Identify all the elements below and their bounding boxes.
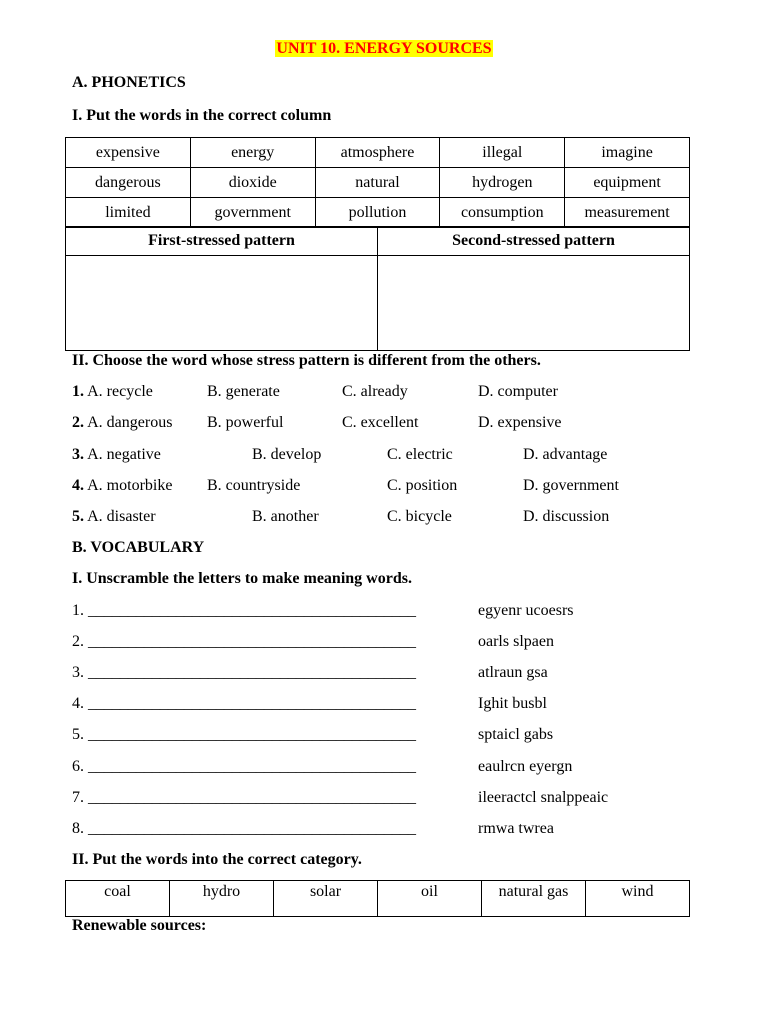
vocabulary-part2-heading: II. Put the words into the correct category.: [72, 851, 362, 868]
option-b[interactable]: B. develop: [252, 446, 322, 463]
second-stressed-answer-cell[interactable]: [378, 256, 690, 351]
scrambled-word-6: eaulrcn eyergn: [478, 758, 573, 775]
word-cell: dioxide: [190, 168, 315, 198]
option-c[interactable]: C. excellent: [342, 414, 419, 431]
table-row: [66, 168, 690, 198]
option-c[interactable]: C. position: [387, 477, 458, 494]
word-cell: equipment: [565, 168, 690, 198]
word-cell: consumption: [440, 198, 565, 228]
phonetics-part1-heading: I. Put the words in the correct column: [72, 107, 332, 124]
word-cell: oil: [378, 881, 482, 917]
scrambled-word-5: sptaicl gabs: [478, 726, 554, 743]
answer-blank-6[interactable]: 6. _________________________________________: [72, 758, 416, 775]
question-number: 3.: [72, 446, 84, 463]
option-b[interactable]: B. powerful: [207, 414, 284, 431]
scrambled-word-3: atlraun gsa: [478, 664, 548, 681]
stress-pattern-table: [65, 226, 690, 351]
word-cell: hydrogen: [440, 168, 565, 198]
scrambled-word-1: egyenr ucoesrs: [478, 602, 574, 619]
word-table: [65, 137, 690, 228]
word-cell: measurement: [565, 198, 690, 228]
page-title: [0, 39, 768, 59]
word-cell: wind: [586, 881, 690, 917]
option-a[interactable]: A. recycle: [87, 383, 153, 400]
answer-blank-3[interactable]: 3. _________________________________________: [72, 664, 416, 681]
question-number: 5.: [72, 508, 84, 525]
word-cell: energy: [190, 138, 315, 168]
vocabulary-part1-heading: I. Unscramble the letters to make meaning words.: [72, 570, 412, 587]
word-cell: imagine: [565, 138, 690, 168]
word-cell: pollution: [315, 198, 440, 228]
answer-blank-1[interactable]: 1. _________________________________________: [72, 602, 416, 619]
question-4: [72, 476, 172, 496]
option-b[interactable]: B. another: [252, 508, 319, 525]
option-d[interactable]: D. discussion: [523, 508, 610, 525]
first-stressed-answer-cell[interactable]: [66, 256, 378, 351]
option-d[interactable]: D. computer: [478, 383, 558, 400]
answer-blank-8[interactable]: 8. _________________________________________: [72, 820, 416, 837]
word-cell: atmosphere: [315, 138, 440, 168]
question-5: [72, 507, 156, 527]
scrambled-word-4: Ighit busbl: [478, 695, 547, 712]
energy-word-table: [65, 880, 690, 917]
section-a-heading: A. PHONETICS: [72, 74, 186, 91]
phonetics-part2-heading: II. Choose the word whose stress pattern is different from the others.: [72, 352, 541, 369]
word-cell: hydro: [170, 881, 274, 917]
option-a[interactable]: A. motorbike: [87, 477, 173, 494]
word-cell: dangerous: [66, 168, 191, 198]
word-cell: limited: [66, 198, 191, 228]
option-c[interactable]: C. already: [342, 383, 408, 400]
word-cell: government: [190, 198, 315, 228]
option-b[interactable]: B. countryside: [207, 477, 301, 494]
scrambled-word-7: ileeractcl snalppeaic: [478, 789, 609, 806]
second-stressed-header: Second-stressed pattern: [378, 227, 690, 256]
table-row: [66, 138, 690, 168]
question-1: [72, 382, 153, 402]
question-3: [72, 445, 161, 465]
option-a[interactable]: A. negative: [87, 446, 161, 463]
question-number: 2.: [72, 414, 84, 431]
option-b[interactable]: B. generate: [207, 383, 280, 400]
answer-blank-5[interactable]: 5. _________________________________________: [72, 726, 416, 743]
word-cell: expensive: [66, 138, 191, 168]
scrambled-word-2: oarls slpaen: [478, 633, 554, 650]
option-d[interactable]: D. advantage: [523, 446, 608, 463]
option-d[interactable]: D. expensive: [478, 414, 562, 431]
first-stressed-header: First-stressed pattern: [66, 227, 378, 256]
table-row: [66, 227, 690, 256]
answer-blank-7[interactable]: 7. _________________________________________: [72, 789, 416, 806]
option-c[interactable]: C. electric: [387, 446, 453, 463]
question-2: [72, 413, 172, 433]
option-c[interactable]: C. bicycle: [387, 508, 452, 525]
word-cell: natural gas: [482, 881, 586, 917]
renewable-sources-label: Renewable sources:: [72, 917, 207, 934]
word-cell: coal: [66, 881, 170, 917]
table-row: [66, 256, 690, 351]
section-b-heading: B. VOCABULARY: [72, 539, 205, 556]
table-row: [66, 881, 690, 917]
question-number: 4.: [72, 477, 84, 494]
answer-blank-4[interactable]: 4. _________________________________________: [72, 695, 416, 712]
table-row: [66, 198, 690, 228]
word-cell: illegal: [440, 138, 565, 168]
word-cell: natural: [315, 168, 440, 198]
answer-blank-2[interactable]: 2. _________________________________________: [72, 633, 416, 650]
scrambled-word-8: rmwa twrea: [478, 820, 554, 837]
option-a[interactable]: A. dangerous: [87, 414, 173, 431]
question-number: 1.: [72, 383, 84, 400]
page-title-text: UNIT 10. ENERGY SOURCES: [276, 40, 492, 57]
option-d[interactable]: D. government: [523, 477, 619, 494]
word-cell: solar: [274, 881, 378, 917]
option-a[interactable]: A. disaster: [87, 508, 156, 525]
